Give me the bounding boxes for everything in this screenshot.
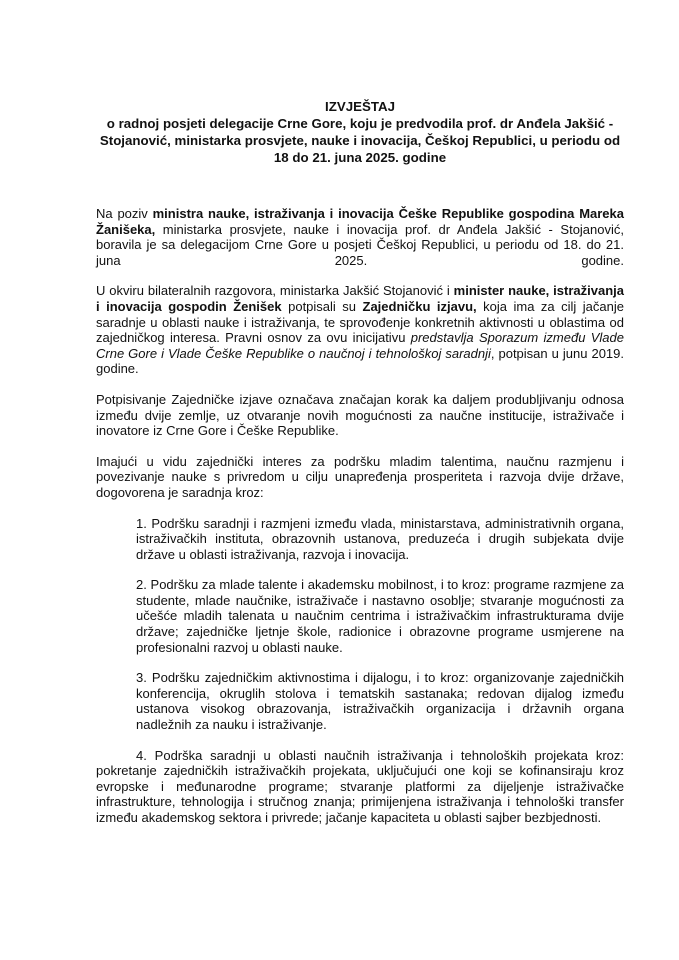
paragraph-joint-statement [96,283,624,377]
list-item: 3. Podršku zajedničkim aktivnostima i dijalogu, i to kroz: organizovanje zajedničkih konferencija, okruglih stolova i tematskih sastanaka; redovan dijalog između ustanova visokog obrazovanja, istraživačkih organizacija i državnih organa nadležnih za nauku i istraživanje. [136,670,624,733]
text-run: U okviru bilateralnih razgovora, ministarka Jakšić Stojanović i [96,283,454,299]
list-item: 4. Podrška saradnji u oblasti naučnih istraživanja i tehnoloških projekata kroz: pokretanje zajedničkih istraživačkih projekata, uključujući one koji se kofinansiraju kroz evropske i međunarodne programe; stvaranje platformi za dijeljenje istraživačke infrastrukture, tehnologija i stručnog znanja; primijenjena istraživanja i tehnološki transfer između akademskog sektora i privrede; jačanje kapaciteta u oblasti sajber bezbjednosti. [96,747,624,825]
list-item: 1. Podršku saradnji i razmjeni između vlada, ministarstava, administrativnih organa, istraživačkih instituta, obrazovnih ustanova, preduzeća i drugih subjekata dvije države u oblasti istraživanja, razvoja i inovacija. [136,515,624,562]
paragraph-invitation [96,206,624,268]
text-run: Na poziv [96,206,153,221]
title-subheading: o radnoj posjeti delegacije Crne Gore, koju je predvodila prof. dr Anđela Jakšić - Stojanović, ministarka prosvjete, nauke i inovacija, Češkoj Republici, u periodu od 18 do 21. juna 2025. godine [99,116,621,165]
text-run: , potpisan u junu 2019. godine. [96,345,624,377]
italic-run: predstavlja Sporazum između Vlade Crne Gore i Vlade Češke Republike o naučnoj i tehnološkoj saradnji [96,330,624,361]
document-body [96,206,624,841]
paragraph-cooperation-intro: Imajući u vidu zajednički interes za podršku mladim talentima, naučnu razmjenu i povezivanje nauke s privredom u cilju unapređenja prosperiteta i razvoja dvije države, dogovorena je saradnja kroz: [96,453,624,500]
title-heading: IZVJEŠTAJ [325,99,395,114]
bold-run: minister nauke, istraživanja i inovacija gospodin Ženišek [96,283,624,314]
document-title [96,98,624,166]
list-item: 2. Podršku za mlade talente i akademsku mobilnost, i to kroz: programe razmjene za studente, mlade naučnike, istraživače i nastavno osoblje; stvaranje mogućnosti za učešće mladih talenata u naučnim centrima i istraživačkim infrastrukturama dvije države; zajedničke ljetnje škole, radionice i obrazovne programe usmjerene na profesionalni razvoj u oblasti nauke. [136,577,624,655]
text-run: koja ima za cilj jačanje saradnje u oblasti nauke i istraživanja, te sprovođenje konkretnih aktivnosti u oblastima od zajedničkog interesa. Pravni osnov za ovu inicijativu [96,298,624,346]
paragraph-significance: Potpisivanje Zajedničke izjave označava značajan korak ka daljem produbljivanju odnosa između dvije zemlje, uz otvaranje novih mogućnosti za naučne institucije, istraživače i inovatore iz Crne Gore i Češke Republike. [96,391,624,439]
bold-run: Zajedničku izjavu, [362,298,477,314]
text-run: ministarka prosvjete, nauke i inovacija prof. dr Anđela Jakšić - Stojanović, boravila je sa delegacijom Crne Gore u posjeti Češkoj Republici, u periodu od 18. do 21. juna 2025. godine. [96,221,624,268]
bold-run: ministra nauke, istraživanja i inovacija Češke Republike gospodina Mareka Žanišeka, [96,206,624,237]
text-run: potpisali su [281,298,363,314]
